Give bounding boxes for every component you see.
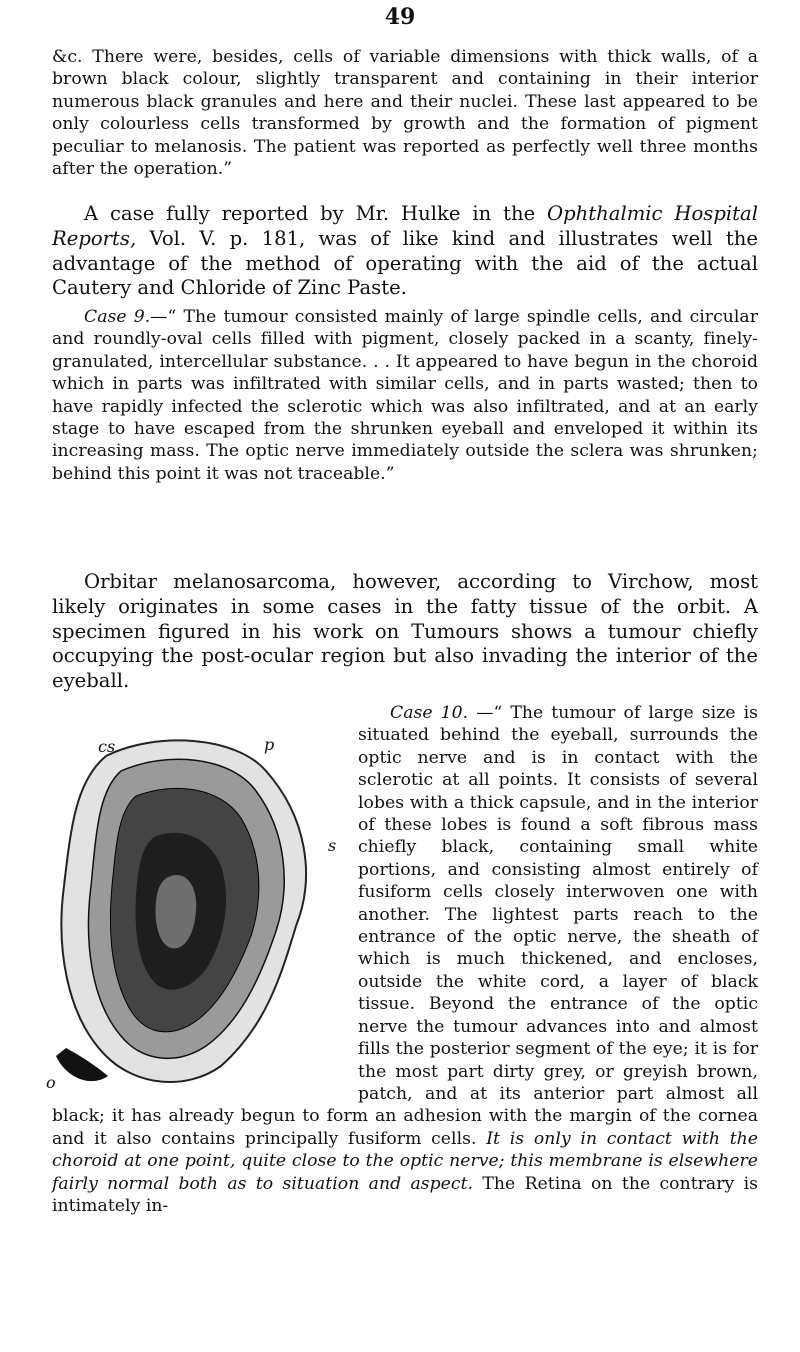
paragraph-hulke: [52, 202, 758, 301]
page-number: 49: [384, 4, 416, 30]
paragraph-virchow: [52, 570, 758, 694]
italic-passage: It is only in contact with the choroid at one point, quite close to the optic nerve; this membrane is elsewhere fairly normal both as to situation and aspect.: [52, 1128, 758, 1194]
paragraph-5: Case 10. cs p s o —“ The tumour of large size is situated behind the eyeball, surrounds the optic nerve and is in contact with the sclerotic at all points. It consists of several lobes with a thick capsule, and in the interior of these lobes is found a soft fibrous mass chiefly black, containing small white portions, and consisting almost entirely of fusiform cells closely interwoven one with another. The lightest parts reach to the entrance of the optic nerve, the sheath of which is much thickened, and encloses, outside the white cord, a layer of black tissue. Beyond the entrance of the optic nerve the tumour advances into and almost fills the posterior segment of the eye; it is for the most part dirty grey, or greyish brown, patch, and at its anterior part almost all black; it has already begun to form an adhesion with the margin of the cornea and it also contains principally fusiform cells. It is only in contact with the choroid at one point, quite close to the optic nerve; this membrane is elsewhere fairly normal both as to situation and aspect. The Retina on the contrary is intimately in-: [52, 702, 758, 1217]
paragraph-case-10: [46, 702, 759, 1217]
tumour-outer-lobes: [61, 740, 306, 1082]
eyeball-tumour-illustration: [36, 726, 336, 1096]
label-p: p: [264, 735, 275, 754]
tumour-figure: [36, 726, 352, 1096]
label-o: o: [46, 1073, 56, 1092]
paragraph-4: Orbitar melanosarcoma, however, according to Virchow, most likely originates in some cases in the fatty tissue of the orbit. A specimen figured in his work on Tumours shows a tumour chiefly occupying the post-ocular region but also invading the interior of the eyeball.: [52, 570, 758, 693]
journal-title: Ophthalmic Hospital Reports,: [52, 202, 758, 250]
paragraph-1: &c. There were, besides, cells of variable dimensions with thick walls, of a brown black colour, slightly transparent and containing in their interior numerous black granules and here and their nuclei. These last appeared to be only colourless cells transformed by growth and the formation of pigment peculiar to melanosis. The patient was reported as perfectly well three months after the operation.”: [52, 47, 758, 180]
case-9-label: Case 9.: [84, 307, 151, 327]
label-cs: cs: [98, 737, 116, 756]
label-s: s: [328, 836, 336, 855]
paragraph-case-9: [52, 306, 758, 485]
eyeball-front: [56, 1048, 108, 1081]
paragraph-2: A case fully reported by Mr. Hulke in the Ophthalmic Hospital Reports, Vol. V. p. 181, was of like kind and illustrates well the advantage of the method of operating with the aid of the actual Cautery and Chloride of Zinc Paste.: [52, 202, 758, 300]
paragraph-3: Case 9.—“ The tumour consisted mainly of large spindle cells, and circular and roundly-oval cells filled with pigment, closely packed in a scanty, finely-granulated, intercellular substance. . . It appeared to have begun in the choroid which in parts was infiltrated with similar cells, and in parts wasted; then to have rapidly infected the sclerotic which was also infiltrated, and at an early stage to have escaped from the shrunken eyeball and enveloped it within its increasing mass. The optic nerve immediately outside the sclera was shrunken; behind this point it was not traceable.”: [52, 307, 758, 484]
case-10-label: Case 10.: [390, 703, 469, 723]
paragraph-quote-end: [52, 46, 758, 180]
